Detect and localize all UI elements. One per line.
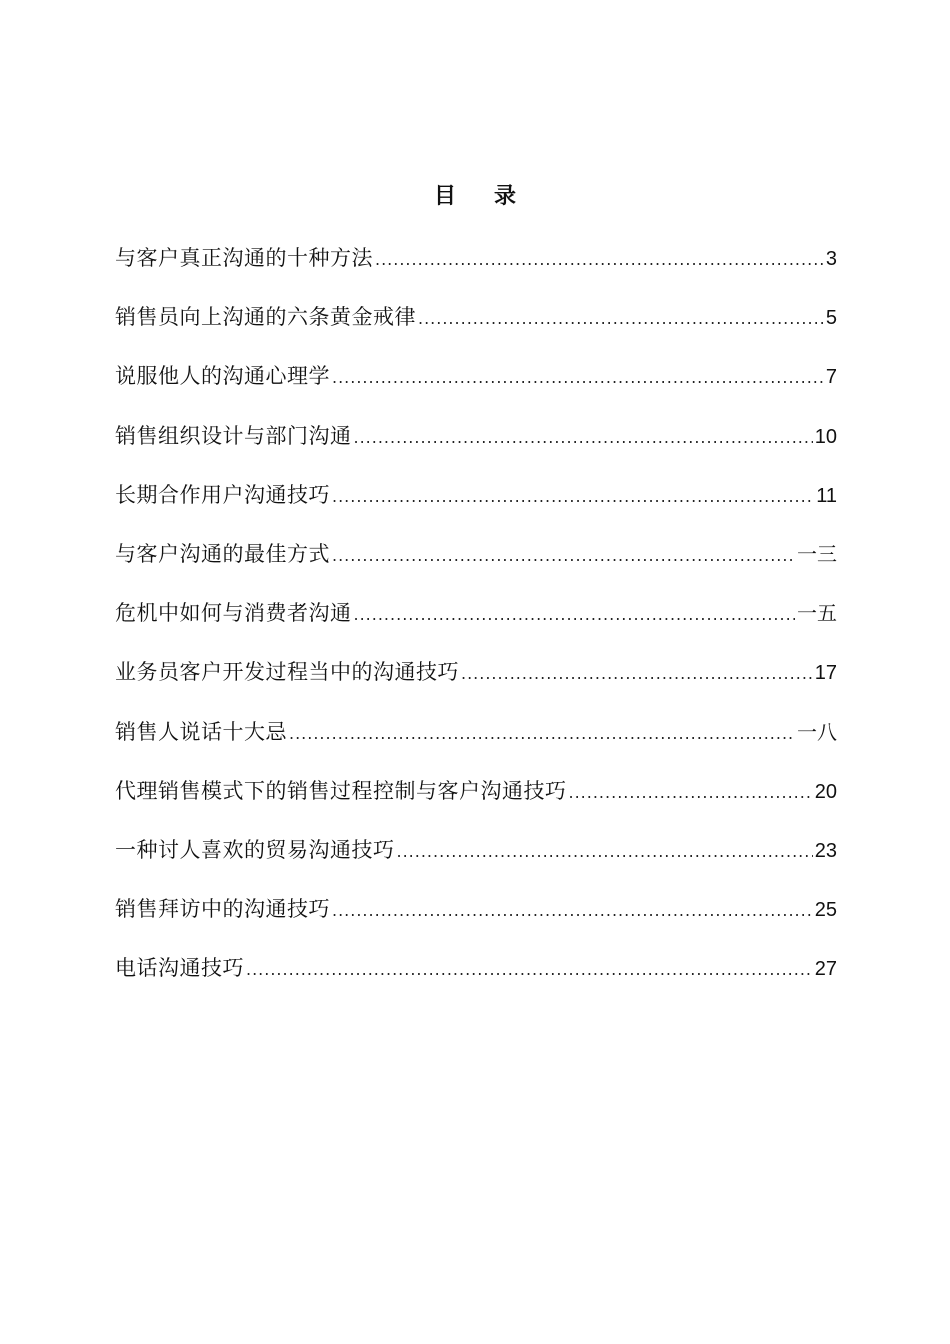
toc-entry-title: 一种讨人喜欢的贸易沟通技巧 <box>115 837 395 862</box>
toc-entry[interactable] <box>115 478 837 537</box>
toc-entry-page: 27 <box>814 958 837 981</box>
toc-entry[interactable] <box>115 359 837 418</box>
dot-leader <box>461 657 813 691</box>
toc-entry[interactable] <box>115 951 837 1010</box>
toc-entry-title: 电话沟通技巧 <box>115 956 244 981</box>
toc-entry[interactable] <box>115 241 837 300</box>
toc-entry[interactable] <box>115 300 837 359</box>
dot-leader <box>397 835 813 869</box>
toc-entry-title: 与客户真正沟通的十种方法 <box>115 246 373 270</box>
toc-entry-page: 25 <box>814 899 837 922</box>
toc-entry-page: 3 <box>825 248 837 270</box>
toc-entry-title: 销售员向上沟通的六条黄金戒律 <box>115 305 416 330</box>
toc-entry[interactable] <box>115 715 837 774</box>
dot-leader <box>418 302 824 336</box>
dot-leader <box>332 361 824 395</box>
toc-entry[interactable] <box>115 892 837 951</box>
toc-entry[interactable] <box>115 537 837 596</box>
toc-entry-page: 7 <box>825 366 837 389</box>
toc-entry-title: 说服他人的沟通心理学 <box>115 364 330 389</box>
toc-heading: 目录 <box>433 184 554 209</box>
toc-entry-title: 销售组织设计与部门沟通 <box>115 423 352 448</box>
toc-entry[interactable] <box>115 655 837 714</box>
dot-leader <box>289 717 795 751</box>
toc-entry-title: 销售拜访中的沟通技巧 <box>115 897 330 922</box>
toc-entry-title: 业务员客户开发过程当中的沟通技巧 <box>115 660 459 685</box>
toc-entry-page: 5 <box>825 307 837 330</box>
toc-entry-title: 销售人说话十大忌 <box>115 719 287 744</box>
toc-entry[interactable] <box>115 419 837 478</box>
dot-leader <box>332 894 813 928</box>
toc-entry[interactable] <box>115 774 837 833</box>
dot-leader <box>354 598 796 632</box>
dot-leader <box>569 776 813 810</box>
toc-entry-page: 23 <box>814 839 837 862</box>
dot-leader <box>375 243 824 277</box>
dot-leader <box>246 953 813 987</box>
toc-entry-page: 11 <box>816 484 837 507</box>
toc-entry-page: 一八 <box>797 721 837 744</box>
toc-entry[interactable] <box>115 596 837 655</box>
toc-entry-title: 代理销售模式下的销售过程控制与客户沟通技巧 <box>115 778 567 803</box>
dot-leader <box>332 480 814 514</box>
toc-entry-page: 17 <box>814 662 837 685</box>
toc-entry-title: 危机中如何与消费者沟通 <box>115 601 352 626</box>
dot-leader <box>332 539 795 573</box>
toc-entry[interactable] <box>115 833 837 892</box>
toc-entry-page: 一五 <box>797 603 837 626</box>
table-of-contents <box>115 241 837 1010</box>
toc-entry-page: 20 <box>814 780 837 803</box>
toc-entry-page: 一三 <box>797 543 837 566</box>
toc-entry-page: 10 <box>814 425 837 448</box>
toc-entry-title: 与客户沟通的最佳方式 <box>115 541 330 566</box>
toc-entry-title: 长期合作用户沟通技巧 <box>115 482 330 507</box>
dot-leader <box>354 421 813 455</box>
